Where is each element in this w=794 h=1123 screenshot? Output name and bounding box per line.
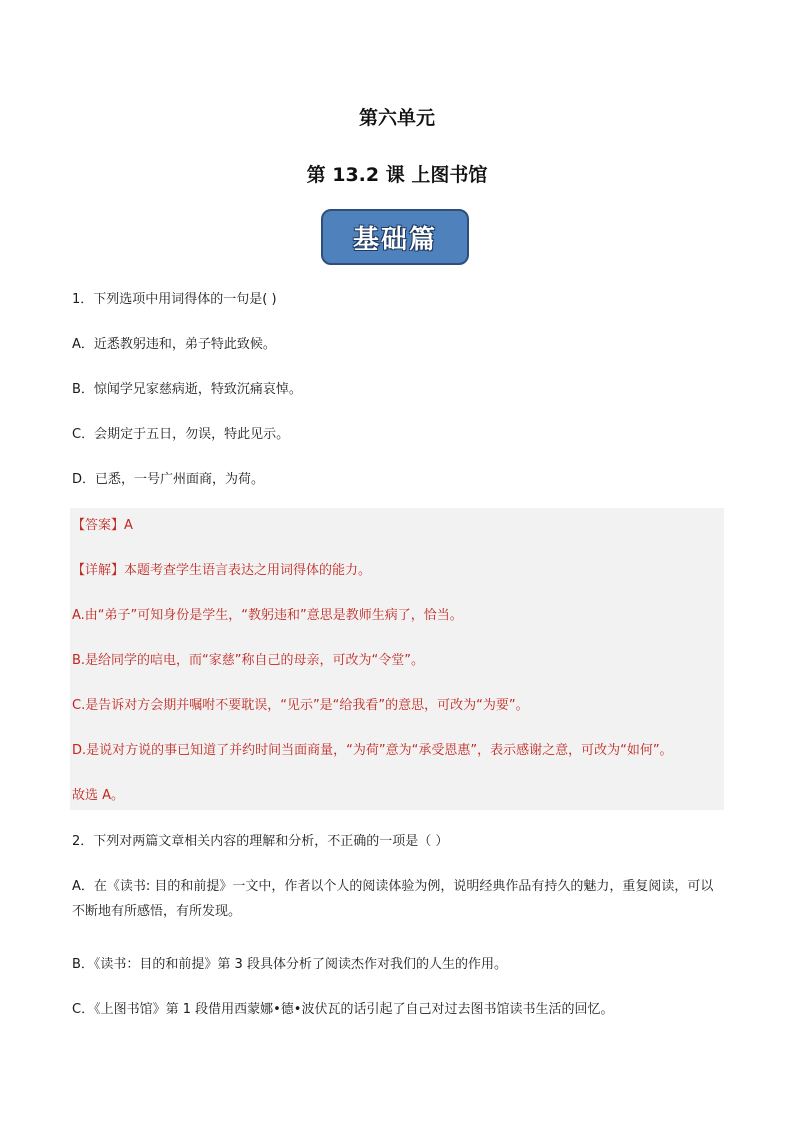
analysis-d: D.是说对方说的事已知道了并约时间当面商量，“为荷”意为“承受恩惠”，表示感谢之意，可改为“如何”。 xyxy=(72,743,673,758)
detail-label: 【详解】 xyxy=(72,563,125,578)
question-2-option-b: B．《读书：目的和前提》第 3 段具体分析了阅读杰作对我们的人生的作用。 xyxy=(72,957,507,972)
question-2-stem: 2．下列对两篇文章相关内容的理解和分析，不正确的一项是（ ） xyxy=(72,834,449,849)
question-2-option-a: A．在《读书: 目的和前提》一文中，作者以个人的阅读体验为例，说明经典作品有持久的魅力，重复阅读，可以不断地有所感悟，有所发现。 xyxy=(72,879,714,919)
question-1-option-b: B．惊闻学兄家慈病逝，特致沉痛哀悼。 xyxy=(72,382,302,397)
analysis-c: C.是告诉对方会期并嘱咐不要耽误，“见示”是“给我看”的意思，可改为“为要”。 xyxy=(72,698,529,713)
question-1-option-d: D．已悉，一号广州面商，为荷。 xyxy=(72,472,265,487)
analysis-b: B.是给同学的唁电，而“家慈”称自己的母亲，可改为“令堂”。 xyxy=(72,653,424,668)
answer-line xyxy=(72,516,724,536)
unit-title: 第六单元 xyxy=(358,107,435,129)
question-1-stem: 1．下列选项中用词得体的一句是( ) xyxy=(72,292,277,307)
section-badge: 基础篇 xyxy=(321,209,469,265)
analysis-a: A.由“弟子”可知身份是学生，“教躬违和”意思是教师生病了，恰当。 xyxy=(72,608,463,623)
question-1-option-a: A．近悉教躬违和，弟子特此致候。 xyxy=(72,337,276,352)
lesson-title: 第 13.2 课 上图书馆 xyxy=(306,164,488,186)
question-1-option-c: C．会期定于五日，勿误，特此见示。 xyxy=(72,427,290,442)
detail-text: 本题考查学生语言表达之用词得体的能力。 xyxy=(124,563,372,578)
conclusion: 故选 A。 xyxy=(72,788,125,803)
answer-value: A xyxy=(124,518,133,533)
question-2-option-c: C．《上图书馆》第 1 段借用西蒙娜•德•波伏瓦的话引起了自己对过去图书馆读书生活的回忆。 xyxy=(72,1002,614,1017)
answer-label: 【答案】 xyxy=(72,518,125,533)
detail-line xyxy=(72,561,724,581)
